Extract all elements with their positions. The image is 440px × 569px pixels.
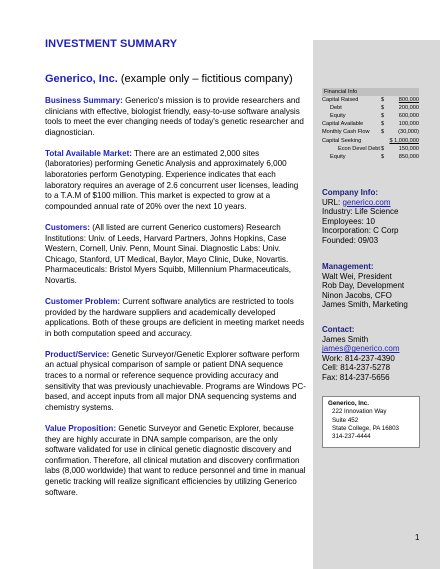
section-text: (All listed are current Generico customers) Research Institutions: Univ. of Leeds, Harvard Partners, Johns Hopkins, Case Western, Cornell, Univ. Penn, Mount Sinai. Diagnostic Labs: Univ. Chicago, Stanford, UT Medical, Baylor, Mayo Clinic, Duke, Novartis. Pharmaceuticals: Bristol Myers Squibb, Millennium Pharmaceuticals, Novartis. [45,222,292,285]
financial-row [322,137,419,145]
financial-row-currency: $ [381,145,385,152]
financial-row-label: Equity [330,153,346,160]
page-title: INVESTMENT SUMMARY [45,38,178,50]
financial-row-value: 100,000 [398,121,419,128]
company-info-line: Founded: 09/03 [322,235,379,245]
financial-row-value: 800,000 [398,97,419,104]
company-info-line: Employees: 10 [322,216,375,226]
financial-row-currency [381,137,389,145]
contact-line: Cell: 814-237-5278 [322,363,391,373]
financial-row-currency: $ [381,113,385,120]
section-text: Generico's mission is to provide researchers and clinicians with effective, biologist friendly, easy-to-use software analysis tools to meet the ever changing needs of today's genetic researcher and diagnostician. [45,96,304,137]
financial-row [322,128,419,136]
company-info-block [322,188,434,246]
contact-line: Work: 814-237-4390 [322,353,395,363]
financial-row-label: Econ Devel Debt [338,145,380,152]
financial-row-value: 850,000 [398,153,419,160]
financial-row-value: $ 1,000,000 [389,137,419,144]
company-heading [45,73,293,85]
management-line: Rob Day, Development [322,281,405,291]
company-url-line [322,198,434,208]
company-info-heading: Company Info: [322,188,378,197]
financial-info-table [322,88,419,161]
address-box [322,396,420,448]
contact-heading: Contact: [322,325,355,334]
company-note: (example only – fictitious company) [120,73,293,85]
company-info-line: Industry: Life Science [322,207,399,217]
financial-row-currency: $ [381,121,385,128]
section-heading: Customers: [45,222,90,232]
company-info-line: Incorporation: C Corp [322,226,399,236]
section-heading: Value Proposition: [45,423,117,433]
section-heading: Customer Problem: [45,297,121,306]
financial-row-label: Capital Raised [322,97,359,104]
management-line: Ninon Jacobs, CFO [322,290,392,300]
address-line: State College, PA 16803 [332,424,399,432]
contact-name: James Smith [322,334,369,344]
financial-row-currency: $ [381,129,385,136]
section-product-service [45,350,307,414]
address-line: 314-237-4444 [332,433,371,441]
financial-row [322,120,419,128]
url-label: URL: [322,197,343,207]
financial-info-header: Financial Info [322,88,419,96]
section-value-proposition [45,424,307,498]
section-total-available-market [45,149,307,213]
section-heading: Total Available Market: [45,148,132,158]
management-block [322,262,434,310]
section-text: Genetic Surveyor/Genetic Explorer software perform an actual physical comparison of sample or patient DNA sequence traces to a normal or reference sequence providing accuracy and sensitivity that was previously unachievable. Programs are Windows PC-based, and accept inputs from all major DNA sequencing systems and chemistry systems. [45,349,306,412]
financial-row-currency: $ [381,105,385,112]
financial-row-label: Capital Seeking [322,137,362,144]
company-url-link[interactable]: generico.com [342,197,391,207]
financial-row-value: 200,000 [398,105,419,112]
financial-row-currency: $ [381,97,385,104]
management-line: James Smith, Marketing [322,300,408,310]
financial-row-label: Debt [330,105,342,112]
management-line: Walt Wei, President [322,271,392,281]
main-content [45,96,307,509]
financial-row-value: 150,000 [398,145,419,152]
financial-row-label: Monthly Cash Flow [322,129,370,136]
section-text: Genetic Surveyor and Genetic Explorer, because they are highly accurate in DNA sample comparison, are the only software validated for use in clinical genetic diagnostic discovery and confirmation. Therefore, all clinical mutation and discovery confirmation labs (8,000 worldwide) that want to reduce personnel and time in manual genetic tracking will realize significant efficiencies by utilizing Generico software. [45,423,306,497]
contact-block [322,325,434,383]
section-text: There are an estimated 2,000 sites (laboratories) performing Genetic Analysis and approximately 6,000 laboratories perform Genotyping. Experience indicates that each laboratory requires an average of 2.6 concurrent user licenses, leading to a T.A.M of $100 million. This market is expected to grow at a compounded annual rate of 20% over the next 10 years. [45,148,299,211]
section-customer-problem [45,297,307,339]
financial-row-label: Equity [330,113,346,120]
company-name: Generico, Inc. [45,73,118,85]
financial-row-label: Capital Available [322,121,364,128]
address-line: Suite 452 [332,416,359,424]
financial-row [322,96,419,104]
financial-row-currency: $ [381,153,385,160]
financial-row [322,112,419,120]
financial-row [322,153,419,161]
financial-rows [322,96,419,161]
financial-row-value: (30,000) [398,129,419,136]
page-number: 1 [415,533,420,542]
section-heading: Product/Service: [45,349,110,359]
address-company-name: Generico, Inc. [328,400,369,407]
financial-row-value: 600,000 [398,113,419,120]
section-business-summary [45,96,307,138]
financial-row [322,145,419,153]
contact-email-link[interactable]: james@generico.com [322,344,400,354]
management-heading: Management: [322,262,374,271]
address-line: 222 Innovation Way [332,408,387,416]
section-customers [45,223,307,287]
section-text: Current software analytics are restricted to tools provided by the hardware suppliers and academically developed applications. Both of these groups are deficient in meeting market needs in both computation speed and accuracy. [45,297,305,338]
section-heading: Business Summary: [45,96,123,105]
contact-line: Fax: 814-237-5656 [322,372,390,382]
financial-row [322,104,419,112]
